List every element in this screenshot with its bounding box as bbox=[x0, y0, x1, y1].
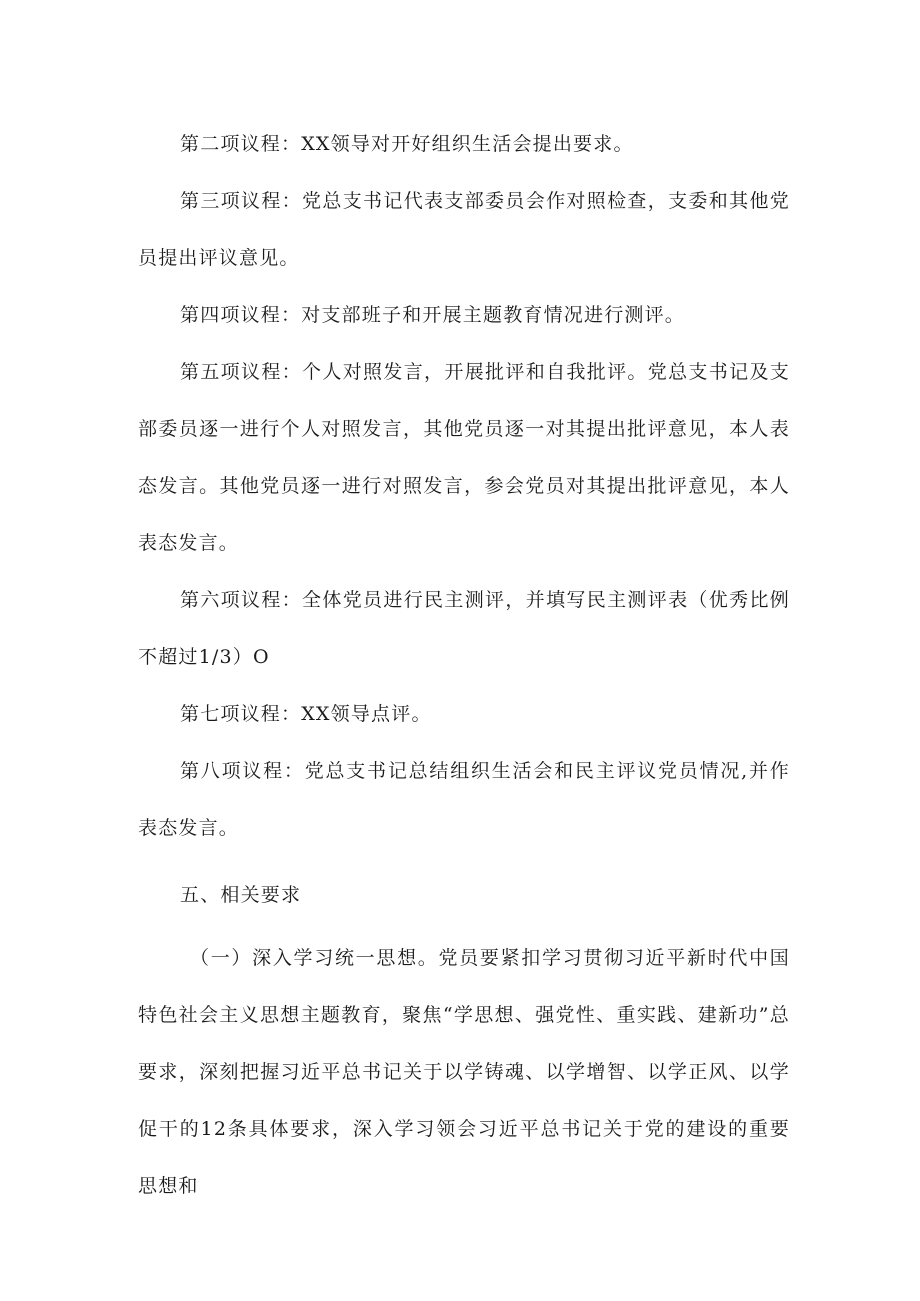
agenda-item-8: 第八项议程：党总支书记总结组织生活会和民主评议党员情况,并作表态发言。 bbox=[138, 760, 790, 839]
agenda-item-2: 第二项议程：XX领导对开好组织生活会提出要求。 bbox=[180, 133, 634, 155]
document-body bbox=[138, 116, 790, 1215]
requirement-1: （一）深入学习统一思想。党员要紧扣学习贯彻习近平新时代中国特色社会主义思想主题教育，聚焦“学思想、强党性、重实践、建新功”总要求，深刻把握习近平总书记关于以学铸魂、以学增智、以学正风、以学促干的12条具体要求，深入学习领会习近平总书记关于党的建设的重要思想和 bbox=[138, 947, 790, 1197]
agenda-item-4: 第四项议程：对支部班子和开展主题教育情况进行测评。 bbox=[180, 304, 686, 326]
agenda-item-7: 第七项议程：XX领导点评。 bbox=[180, 703, 432, 725]
section-heading-requirements: 五、相关要求 bbox=[180, 884, 302, 906]
agenda-item-6: 第六项议程：全体党员进行民主测评，并填写民主测评表（优秀比例不超过1/3）O bbox=[138, 589, 790, 668]
agenda-item-5: 第五项议程：个人对照发言，开展批评和自我批评。党总支书记及支部委员逐一进行个人对照发言，其他党员逐一对其提出批评意见，本人表态发言。其他党员逐一进行对照发言，参会党员对其提出批评意见，本人表态发言。 bbox=[138, 361, 790, 554]
agenda-item-3: 第三项议程：党总支书记代表支部委员会作对照检查，支委和其他党员提出评议意见。 bbox=[138, 190, 790, 269]
